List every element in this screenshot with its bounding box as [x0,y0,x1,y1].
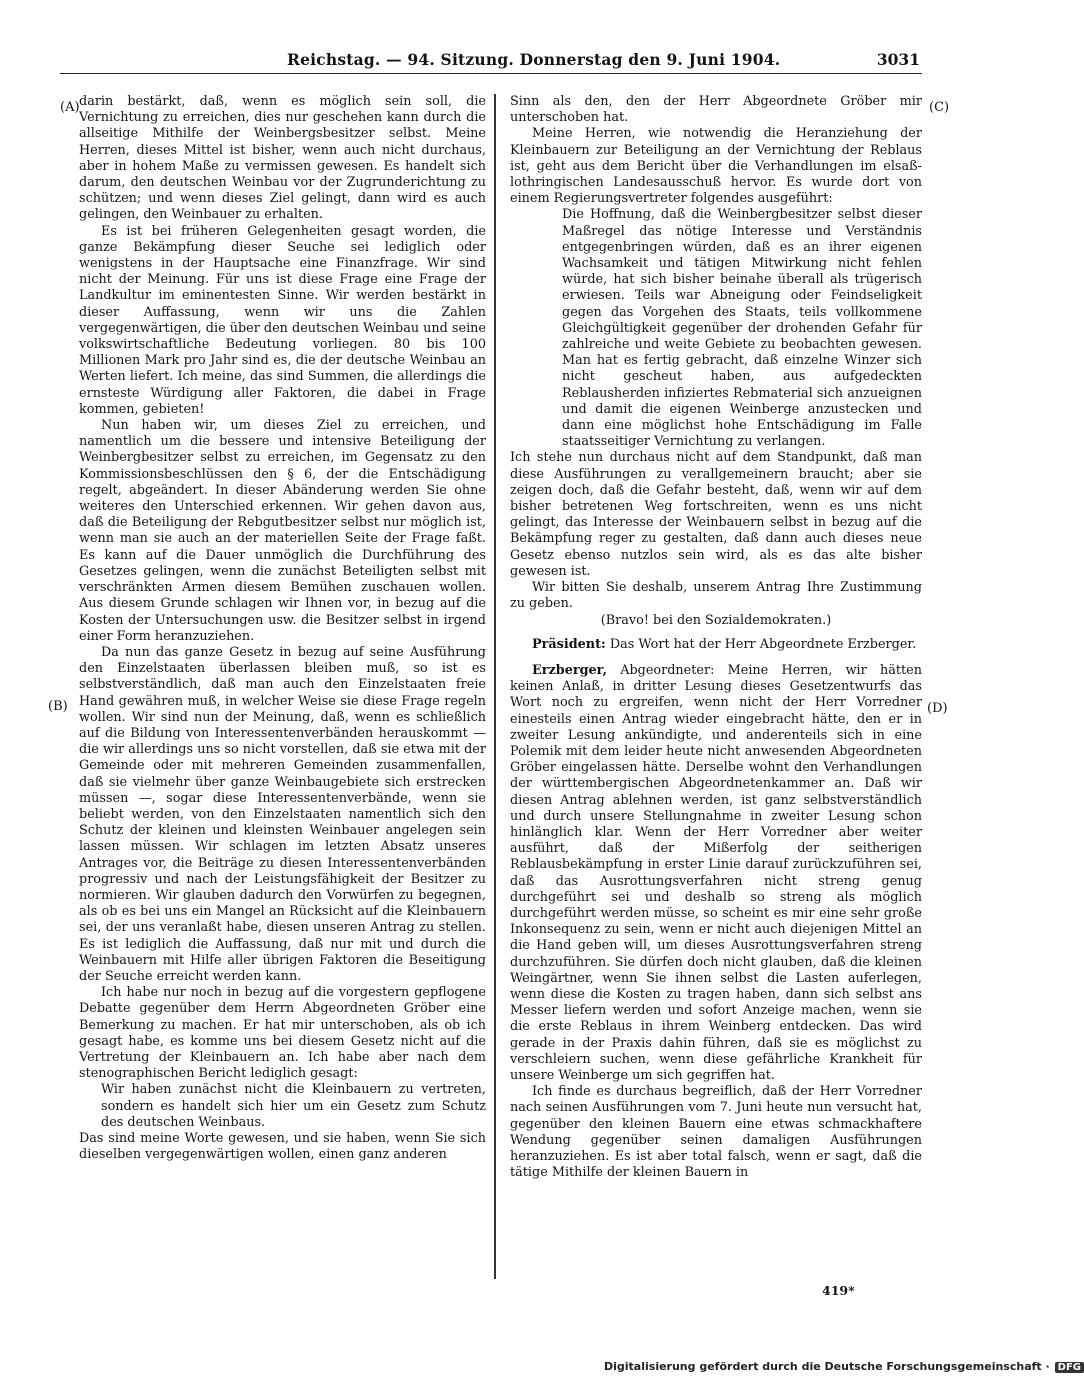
signature-mark: 419* [822,1283,855,1298]
paragraph: Sinn als den, den der Herr Abgeordnete Gröber mir unterschoben hat. [510,94,922,126]
column-divider [494,94,496,1279]
paragraph: Ich habe nur noch in bezug auf die vorgestern gepflogene Debatte gegenüber dem Herrn Abgeordneten Gröber eine Bemerkung zu machen. Er hat mir unterschoben, als ob ich gesagt habe, es komme uns bei diesem Gesetz nicht auf die Vertretung der Kleinbauern an. Ich habe aber nach dem stenographischen Bericht lediglich gesagt: [79,985,486,1082]
paragraph: Nun haben wir, um dieses Ziel zu erreichen, und namentlich um die bessere und intensive Beteiligung der Weinbergbesitzer selbst zu erreichen, im Gegensatz zu den Kommissionsbeschlüssen den § 6, der die Entschädigung regelt, abgeändert. In dieser Abänderung werden Sie ohne weiteres den Unterschied erkennen. Wir gehen davon aus, daß die Beteiligung der Rebgutbesitzer selbst nur möglich ist, wenn man sie auch an der materiellen Seite der Frage faßt. Es kann auf die Dauer unmöglich die Durchführung des Gesetzes gelingen, wenn die zunächst Beteiligten selbst mit verschränkten Armen diesem Bemühen zuschauen wollen. Aus diesem Grunde schlagen wir Ihnen vor, in bezug auf die Kosten der Untersuchungen usw. die Besitzer selbst in irgend einer Form heranzuziehen. [79,418,486,644]
dfg-logo-icon: DFG [1055,1362,1084,1373]
footer-text: Digitalisierung gefördert durch die Deutsche Forschungsgemeinschaft · [604,1360,1050,1373]
paragraph: Meine Herren, wie notwendig die Heranziehung der Kleinbauern zur Beteiligung an der Vernichtung der Reblaus ist, geht aus dem Bericht über die Verhandlungen im elsaß-lothringischen Landesausschuß hervor. Es wurde dort von einem Regierungsvertreter folgendes ausgeführt: [510,126,922,207]
margin-mark-b: (B) [48,699,68,714]
paragraph: Es ist bei früheren Gelegenheiten gesagt worden, die ganze Bekämpfung dieser Seuche sei lediglich oder wenigstens in der Hauptsache eine Finanzfrage. Wir sind nicht der Meinung. Für uns ist diese Frage eine Frage der Landkultur im eminentesten Sinne. Wir werden bestärkt in dieser Auffassung, wenn wir uns die Zahlen vergegenwärtigen, die über den deutschen Weinbau und seine volkswirtschaftliche Bedeutung vorliegen. 80 bis 100 Millionen Mark pro Jahr sind es, die der deutsche Weinbau an Werten liefert. Ich meine, das sind Summen, die allerdings die ernsteste Würdigung aller Faktoren, die dabei in Frage kommen, gebieten! [79,223,486,417]
paragraph: Wir bitten Sie deshalb, unserem Antrag Ihre Zustimmung zu geben. [510,580,922,612]
applause-note: (Bravo! bei den Sozialdemokraten.) [600,612,832,628]
left-column [79,94,486,1163]
margin-mark-d: (D) [927,701,948,716]
president-statement: Das Wort hat der Herr Abgeordnete Erzberger. [605,636,917,652]
speaker-label: Erzberger, [532,662,607,678]
block-quote: Die Hoffnung, daß die Weinbergbesitzer selbst dieser Maßregel das nötige Interesse und Verständnis entgegenbringen würden, daß es an ihrer eigenen Wachsamkeit und tätigen Mitwirkung nicht fehlen würde, hat sich bisher beinahe überall als trügerisch erwiesen. Teils war Abneigung oder Feindseligkeit gegen das Vorgehen des Staats, teils vollkommene Gleichgültigkeit gegenüber der drohenden Gefahr für zahlreiche und weite Gebiete zu beobachten gewesen. Man hat es fertig gebracht, daß einzelne Winzer sich nicht gescheut haben, aus aufgedeckten Reblausherden infiziertes Rebmaterial sich anzueignen und damit die eigenen Weinberge anzustecken und dann eine möglichst hohe Entschädigung im Falle staatsseitiger Vernichtung zu verlangen. [562,207,922,450]
paragraph: Ich stehe nun durchaus nicht auf dem Standpunkt, daß man diese Ausführungen zu verallgemeinern braucht; aber sie zeigen doch, daß die Gefahr besteht, daß, wenn wir auf dem bisher betretenen Weg fortschreiten, wenn es uns nicht gelingt, das Interesse der Weinbauern selbst in bezug auf die Bekämpfung reger zu gestalten, daß dann auch dieses neue Gesetz ebenso nutzlos sein wird, als es das alte bisher gewesen ist. [510,450,922,579]
page-number: 3031 [876,50,920,69]
running-title: Reichstag. — 94. Sitzung. Donnerstag den 9. Juni 1904. [287,50,781,69]
paragraph: Ich finde es durchaus begreiflich, daß der Herr Vorredner nach seinen Ausführungen vom 7. Juni heute nun versucht hat, gegenüber den kleinen Bauern eine etwas schmackhaftere Wendung gegenüber seinen damaligen Ausführungen heranzuziehen. Es ist aber total falsch, wenn er sagt, daß die tätige Mithilfe der kleinen Bauern in [510,1084,922,1181]
margin-mark-c: (C) [929,100,950,115]
president-label: Präsident: [532,636,606,652]
right-column [510,94,922,1181]
paragraph: Da nun das ganze Gesetz in bezug auf seine Ausführung den Einzelstaaten überlassen bleiben muß, so ist es selbstverständlich, daß man auch den Einzelstaaten freie Hand gewähren muß, in welcher Weise sie diese Frage regeln wollen. Wir sind nun der Meinung, daß, wenn es schließlich auf die Bildung von Interessentenverbänden herauskommt — die wir allerdings uns so nicht vorstellen, daß sie etwa mit der Gemeinde oder mit mehreren Gemeinden zusammenfallen, daß sie vielmehr über ganze Weinbaugebiete sich erstrecken müssen —, sogar diese Interessentenverbände, wenn sie beliebt werden, von den Einzelstaaten namentlich sich den Schutz der kleinen und kleinsten Weinbauer angelegen sein lassen müssen. Wir schlagen im letzten Absatz unseres Antrages vor, die Beiträge zu diesen Interessentenverbänden progressiv und nach der Leistungsfähigkeit der Besitzer zu normieren. Wir glauben dadurch den Vorwürfen zu begegnen, als ob es bei uns ein Mangel an Rücksicht auf die Kleinbauern sei, der uns veranlaßt habe, diesen unseren Antrag zu stellen. Es ist lediglich die Auffassung, daß nur mit und durch die Weinbauern mit Hilfe aller übrigen Faktoren die Beseitigung der Seuche erreicht werden kann. [79,644,486,984]
margin-mark-a: (A) [60,100,80,115]
block-quote: Wir haben zunächst nicht die Kleinbauern zu vertreten, sondern es handelt sich hier um ein Gesetz zum Schutz des deutschen Weinbaus. [101,1082,486,1130]
page-header [60,49,922,74]
footer-credit [604,1360,1084,1373]
speaker-statement: Abgeordneter: Meine Herren, wir hätten keinen Anlaß, in dritter Lesung dieses Gesetzentwurfs das Wort noch zu ergreifen, wenn nicht der Herr Vorredner einesteils einen Antrag wieder eingebracht hätte, den er in zweiter Lesung ankündigte, und anderenteils sich in eine Polemik mit dem leider heute nicht anwesenden Abgeordneten Gröber eingelassen hätte. Derselbe wohnt den Verhandlungen der württembergischen Abgeordnetenkammer an. Daß wir diesen Antrag ablehnen werden, ist ganz selbstverständlich und durch unsere Stellungnahme in zweiter Lesung schon hinlänglich klar. Wenn der Herr Vorredner aber weiter ausführt, daß der Mißerfolg der seitherigen Reblausbekämpfung in erster Linie darauf zurückzuführen sei, daß das Ausrottungsverfahren nicht streng genug durchgeführt sei und deshalb so streng als möglich durchgeführt werden müsse, so scheint es mir eine sehr große Inkonsequenz zu sein, wenn er nicht auch diejenigen Mittel an die Hand geben will, um dieses Ausrottungsverfahren streng durchzuführen. Sie dürfen doch nicht glauben, daß die kleinen Weingärtner, wenn Sie ihnen selbst die Lasten auferlegen, wenn diese die Kosten zu tragen haben, dann sich selbst ans Messer liefern werden und sofort Anzeige machen, wenn sie die erste Reblaus in ihrem Weinberg entdecken. Das wird gerade in der Praxis dahin führen, daß sie es möglichst zu verschleiern suchen, wenn diese gefährliche Krankheit für unsere Weinberge um sich gegriffen hat. [510,662,922,1083]
paragraph: Das sind meine Worte gewesen, und sie haben, wenn Sie sich dieselben vergegenwärtigen wollen, einen ganz anderen [79,1131,486,1163]
paragraph: darin bestärkt, daß, wenn es möglich sein soll, die Vernichtung zu erreichen, dies nur geschehen kann durch die allseitige Mithilfe der Weinbergsbesitzer selbst. Meine Herren, dieses Mittel ist bisher, wenn auch nicht durchaus, aber in hohem Maße zu vermissen gewesen. Es handelt sich darum, den deutschen Weinbau vor der Zugrunderichtung zu schützen; und wenn dieses Ziel gelingt, dann wird es auch gelingen, den Weinbauer zu erhalten. [79,94,486,223]
